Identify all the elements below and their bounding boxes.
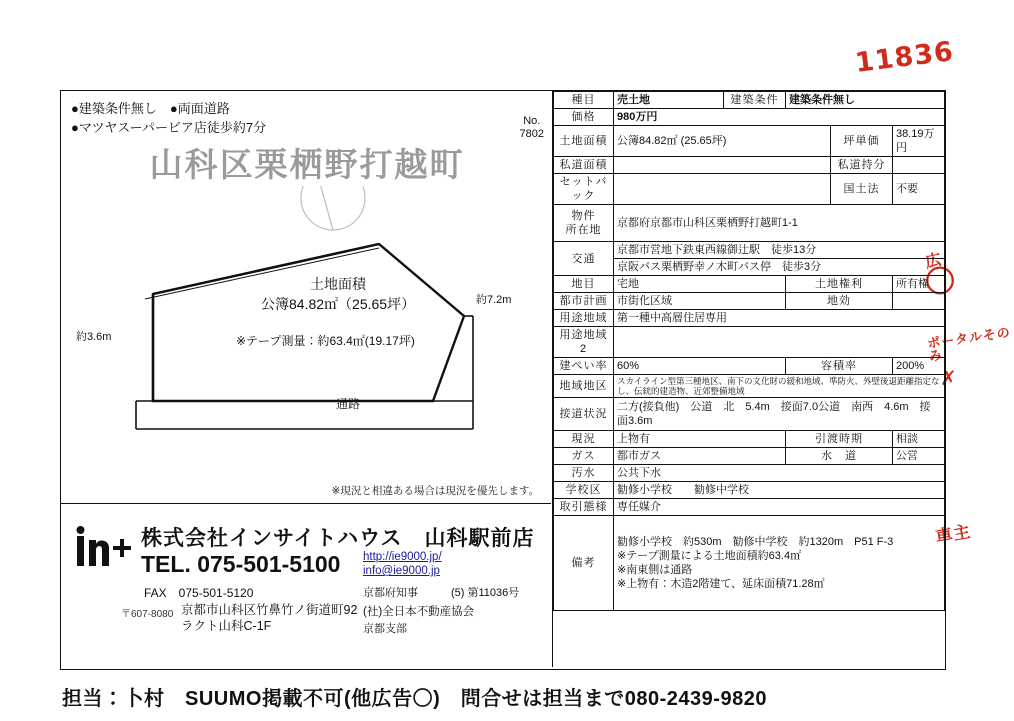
price-value: 980万円 [614, 109, 945, 126]
hikiwatashi-value: 相談 [893, 431, 945, 448]
private-share-label: 私道持分 [831, 157, 893, 174]
condition-label: 建築条件 [724, 92, 786, 109]
remark-line: ※南東側は通路 [617, 564, 693, 576]
handwritten-number: 11836 [853, 36, 956, 79]
handwritten-cross: ✗ [940, 366, 958, 390]
plot-tape-note: ※テープ測量：約63.4㎡(19.17坪) [236, 334, 415, 348]
yoseki-value: 200% [893, 358, 945, 375]
kokudo-value: 不要 [893, 174, 945, 205]
tsubo-unit-value: 38.19万円 [893, 126, 945, 157]
district-label: 地効 [786, 293, 893, 310]
company-name: 株式会社インサイトハウス 山科駅前店 [141, 527, 535, 550]
youto2-value [614, 327, 945, 358]
remarks-value [614, 516, 945, 611]
plot-drawing [61, 186, 553, 471]
table-row [554, 499, 945, 516]
company-tel: TEL. 075-501-5100 [141, 551, 341, 577]
table-row [554, 242, 945, 259]
genkyo-value: 上物有 [614, 431, 786, 448]
chiku-label: 地域地区 [554, 375, 614, 398]
table-row [554, 431, 945, 448]
table-row [554, 174, 945, 205]
feature-bullet-2: ●マツヤスーパービア店徒歩約7分 [71, 120, 267, 135]
table-row [554, 516, 945, 611]
handwritten-owner: 車主 [933, 521, 973, 548]
table-row [554, 157, 945, 174]
remark-line: ※上物有：木造2階建て、延床面積71.28㎡ [617, 578, 825, 590]
plot-left-dimension: 約3.6m [76, 331, 112, 343]
listing-number [520, 115, 544, 141]
listing-number-label: No. [523, 115, 541, 127]
plot-area-value: 公簿84.82㎡（25.65坪） [261, 296, 416, 312]
private-share-value [893, 157, 945, 174]
company-address-line2: ラクト山科C-1F [181, 619, 272, 633]
road-status-label: 接道状況 [554, 398, 614, 431]
chiku-value [614, 375, 945, 398]
plot-area-label [261, 274, 415, 314]
company-zip: 〒607-8080 [121, 609, 174, 620]
kenpei-label: 建ぺい率 [554, 358, 614, 375]
company-block [61, 503, 551, 667]
remark-line: ※テープ測量による土地面積約63.4㎡ [617, 550, 802, 562]
table-row [554, 327, 945, 358]
remark-line: 勧修小学校 約530m 勧修中学校 約1320m P51 F-3 [617, 536, 894, 548]
plot-svg [61, 186, 553, 471]
table-row [554, 398, 945, 431]
access-line1: 京都市営地下鉄東西線御辻駅 徒歩13分 [614, 242, 945, 259]
district-value [893, 293, 945, 310]
gas-value: 都市ガス [614, 448, 786, 465]
feature-bullets [71, 99, 266, 137]
table-row [554, 109, 945, 126]
tsubo-unit-label: 坪単価 [831, 126, 893, 157]
spec-pane [553, 91, 944, 667]
left-pane [61, 91, 553, 667]
handwritten-hiro: 広 [923, 249, 945, 272]
handwritten-circle: 〇 [925, 265, 956, 300]
plot-area-title: 土地面積 [310, 276, 367, 292]
youto1-value: 第一種中高層住居専用 [614, 310, 945, 327]
private-road-label: 私道面積 [554, 157, 614, 174]
plot-right-dimension: 約7.2m [476, 294, 512, 306]
private-road-value [614, 157, 831, 174]
company-logo-icon [75, 526, 133, 572]
kokudo-label: 国土法 [831, 174, 893, 205]
genkyo-label: 現況 [554, 431, 614, 448]
yoseki-label: 容積率 [786, 358, 893, 375]
torihiki-value: 専任媒介 [614, 499, 945, 516]
north-circle [301, 186, 365, 230]
kenpei-value: 60% [614, 358, 786, 375]
table-row [554, 92, 945, 109]
access-label: 交通 [554, 242, 614, 276]
table-row [554, 293, 945, 310]
handwritten-portal-note: ポータルそのみ [926, 325, 1012, 365]
setback-value [614, 174, 831, 205]
right-value: 所有権 [893, 276, 945, 293]
table-row [554, 358, 945, 375]
plot-footnote: ※現況と相違ある場合は現況を優先します。 [331, 485, 539, 497]
land-area-label: 土地面積 [554, 126, 614, 157]
school-value: 勧修小学校 勧修中学校 [614, 482, 945, 499]
company-license: 京都府知事 (5) 第11036号 [363, 587, 520, 599]
parcel-outline [153, 244, 464, 401]
feature-bullet-1: ●建築条件無し ●両面道路 [71, 101, 230, 116]
price-label: 価格 [554, 109, 614, 126]
north-needle [319, 186, 333, 230]
table-row [554, 276, 945, 293]
kind-value: 売土地 [614, 92, 724, 109]
osui-value: 公共下水 [614, 465, 945, 482]
location-label: 物件 所在地 [554, 205, 614, 242]
remarks-label: 備考 [554, 516, 614, 611]
table-row [554, 448, 945, 465]
land-area-value: 公簿84.82㎡ (25.65坪) [614, 126, 831, 157]
kind-label: 種目 [554, 92, 614, 109]
main-frame [60, 90, 946, 670]
youto2-label: 用途地域2 [554, 327, 614, 358]
table-row [554, 310, 945, 327]
youto1-label: 用途地域 [554, 310, 614, 327]
access-line2: 京阪バス栗栖野幸ノ木町バス停 徒歩3分 [614, 259, 945, 276]
spec-table [553, 91, 945, 611]
company-address [181, 602, 357, 634]
osui-label: 汚水 [554, 465, 614, 482]
chiku-value-text: スカイライン型第三種地区、南下の文化財の緩和地域、準防火、外壁後退距離指定なし、伝統的建造物、近郊整備地域 [617, 376, 940, 396]
property-title: 山科区栗栖野打越町 [149, 145, 465, 184]
plot-road-label: 通路 [336, 397, 361, 411]
chimoku-label: 地目 [554, 276, 614, 293]
table-row [554, 126, 945, 157]
hikiwatashi-label: 引渡時期 [786, 431, 893, 448]
company-association: (社)全日本不動産協会 [363, 606, 475, 618]
company-branch: 京都支部 [363, 623, 407, 635]
water-label: 水 道 [786, 448, 893, 465]
table-row [554, 465, 945, 482]
location-value: 京都府京都市山科区栗栖野打越町1-1 [614, 205, 945, 242]
table-row [554, 205, 945, 242]
road-status-value: 二方(接負他) 公道 北 5.4m 接面7.0公道 南西 4.6m 接面3.6m [614, 398, 945, 431]
school-label: 学校区 [554, 482, 614, 499]
gas-label: ガス [554, 448, 614, 465]
torihiki-label: 取引態様 [554, 499, 614, 516]
chimoku-value: 宅地 [614, 276, 786, 293]
cityplan-label: 都市計画 [554, 293, 614, 310]
bottom-contact-line: 担当：卜村 SUUMO掲載不可(他広告〇) 問合せは担当まで080-2439-9820 [62, 688, 767, 710]
condition-value: 建築条件無し [786, 92, 945, 109]
company-url[interactable]: http://ie9000.jp/ [363, 551, 442, 563]
cityplan-value: 市街化区域 [614, 293, 786, 310]
company-email[interactable]: info@ie9000.jp [363, 565, 440, 577]
company-fax: FAX 075-501-5120 [144, 586, 254, 600]
table-row [554, 482, 945, 499]
right-label: 土地権利 [786, 276, 893, 293]
table-row [554, 375, 945, 398]
listing-number-value: 7802 [519, 128, 544, 140]
company-address-line1: 京都市山科区竹鼻竹ノ街道町92 [181, 603, 358, 617]
water-value: 公営 [893, 448, 945, 465]
setback-label: セットバック [554, 174, 614, 205]
